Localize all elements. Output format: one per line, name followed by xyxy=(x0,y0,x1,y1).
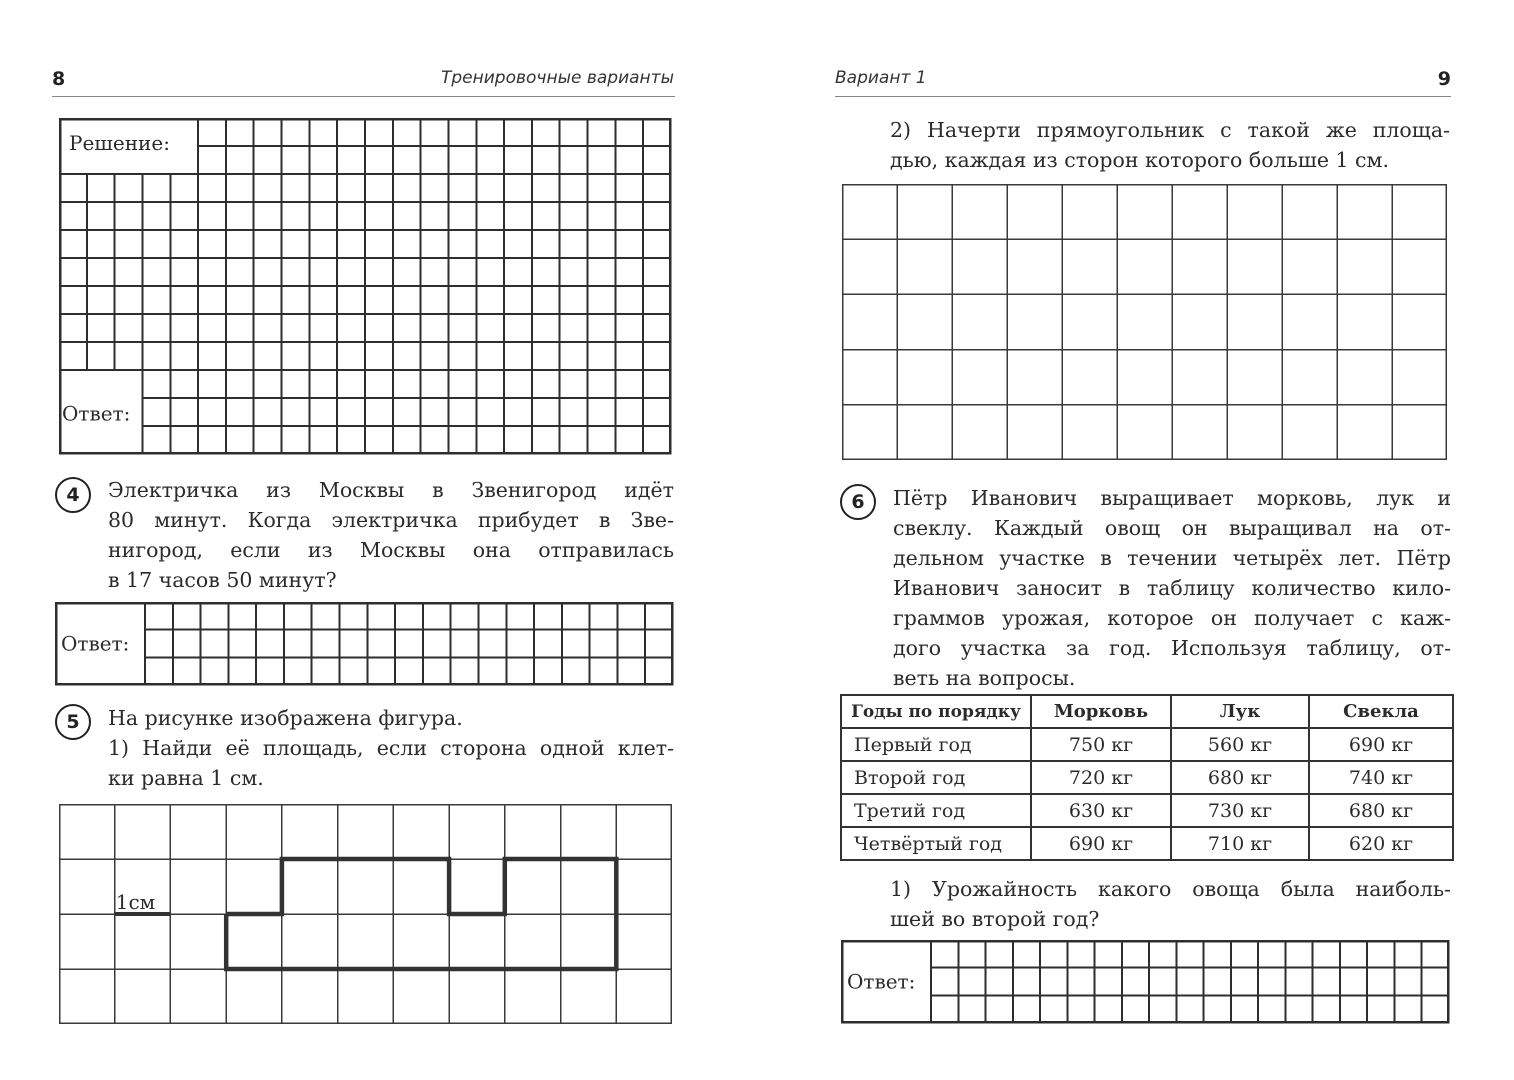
answer-label: Ответ: xyxy=(62,401,131,426)
task4-text xyxy=(108,475,674,595)
table-row xyxy=(841,827,1453,860)
task6-line: граммов урожая, которое он получает с каж- xyxy=(893,606,1451,630)
task6-line: дельном участке в течении четырёх лет. Пётр xyxy=(893,546,1451,570)
cell-value: 690 кг xyxy=(1031,827,1171,860)
task5-part2-text xyxy=(890,115,1450,175)
task6-line: веть на вопросы. xyxy=(893,666,1076,690)
task4-answer-box[interactable] xyxy=(55,602,673,685)
cell-value: 750 кг xyxy=(1031,728,1171,761)
figure-grid xyxy=(59,804,672,1024)
header-rule-right xyxy=(835,96,1451,97)
task6-line: Иванович заносит в таблицу количество кило- xyxy=(893,576,1451,600)
question-line: шей во второй год? xyxy=(890,907,1100,931)
cell-value: 730 кг xyxy=(1171,794,1309,827)
task-number-badge-5: 5 xyxy=(55,704,91,740)
cell-value: 740 кг xyxy=(1309,761,1453,794)
grid-border xyxy=(56,603,672,684)
cell-value: 630 кг xyxy=(1031,794,1171,827)
cell-value: 720 кг xyxy=(1031,761,1171,794)
row-label: Первый год xyxy=(841,728,1031,761)
task6-text xyxy=(893,483,1451,693)
table-row xyxy=(841,761,1453,794)
cell-value: 690 кг xyxy=(1309,728,1453,761)
column-header: Лук xyxy=(1171,695,1309,728)
harvest-table xyxy=(840,694,1454,861)
answer-label: Ответ: xyxy=(847,969,916,994)
task5-text xyxy=(108,703,674,793)
task5-line: На рисунке изображена фигура. xyxy=(108,706,463,730)
task5-part2-line: 2) Начерти прямоугольник с такой же площа- xyxy=(890,118,1450,142)
table-row xyxy=(841,794,1453,827)
task5-line: 1) Найди её площадь, если сторона одной клет- xyxy=(108,736,674,760)
solution-grid[interactable] xyxy=(59,118,671,454)
solution-label: Решение: xyxy=(69,131,170,156)
task4-line: в 17 часов 50 минут? xyxy=(108,568,337,592)
task-number-badge-6: 6 xyxy=(840,484,876,520)
page-number-left: 8 xyxy=(52,68,66,90)
page-number-right: 9 xyxy=(1437,68,1451,90)
grid-border xyxy=(843,185,1447,460)
task4-line: нигород, если из Москвы она отправилась xyxy=(108,538,674,562)
column-header: Морковь xyxy=(1031,695,1171,728)
grid-border xyxy=(842,941,1448,1022)
row-label: Четвёртый год xyxy=(841,827,1031,860)
running-title-right: Вариант 1 xyxy=(835,68,927,88)
header-rule-left xyxy=(52,96,675,97)
column-header: Годы по порядку xyxy=(841,695,1031,728)
row-label: Третий год xyxy=(841,794,1031,827)
row-label: Второй год xyxy=(841,761,1031,794)
task6-line: Пётр Иванович выращивает морковь, лук и xyxy=(893,486,1451,510)
table-header-row xyxy=(841,695,1453,728)
cell-value: 680 кг xyxy=(1171,761,1309,794)
task4-line: 80 минут. Когда электричка прибудет в Зве- xyxy=(108,508,674,532)
task6-answer-box[interactable] xyxy=(841,940,1449,1023)
task6-line: дого участка за год. Используя таблицу, от- xyxy=(893,636,1451,660)
task5-part2-line: дью, каждая из сторон которого больше 1 см. xyxy=(890,148,1389,172)
scale-label: 1см xyxy=(115,890,156,914)
question-line: 1) Урожайность какого овоща была наиболь- xyxy=(890,877,1451,901)
cell-value: 710 кг xyxy=(1171,827,1309,860)
drawing-grid[interactable] xyxy=(842,184,1447,460)
answer-label: Ответ: xyxy=(61,631,130,656)
cell-value: 560 кг xyxy=(1171,728,1309,761)
cell-value: 620 кг xyxy=(1309,827,1453,860)
cell-value: 680 кг xyxy=(1309,794,1453,827)
task6-line: свеклу. Каждый овощ он выращивал на от- xyxy=(893,516,1451,540)
task5-line: ки равна 1 см. xyxy=(108,766,264,790)
table-row xyxy=(841,728,1453,761)
task4-line: Электричка из Москвы в Звенигород идёт xyxy=(108,478,674,502)
task-number-badge-4: 4 xyxy=(55,477,91,513)
task6-question1-text xyxy=(890,874,1451,934)
running-title-left: Тренировочные варианты xyxy=(441,68,674,88)
column-header: Свекла xyxy=(1309,695,1453,728)
